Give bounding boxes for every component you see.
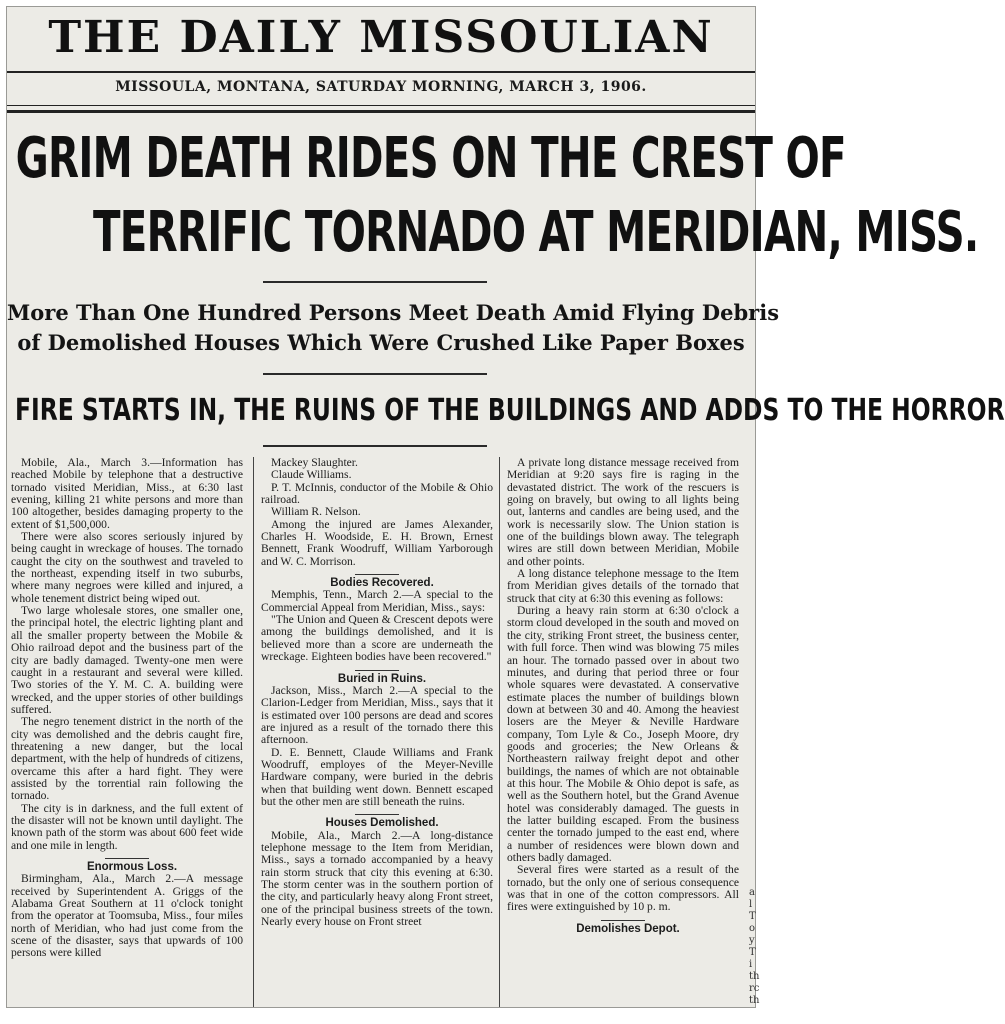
dateline: MISSOULA, MONTANA, SATURDAY MORNING, MARCH 3, 1906. [115, 79, 647, 95]
paragraph: "The Union and Queen & Crescent depots were among the buildings demolished, and it is believed more than a score are underneath the wreckage. Eighteen bodies have been recovered." [261, 613, 493, 664]
deck-divider [263, 373, 487, 375]
headline-line-1: GRIM DEATH RIDES ON THE CREST OF [15, 126, 846, 191]
paragraph: The negro tenement district in the north of the city was demolished and the debris caught fire, threatening a new danger, but the local department, with the help of hundreds of citizens, overcame this after a hard fight. They were assisted by the torrential rain following the tornado. [11, 715, 243, 803]
subhead-houses-demolished: Houses Demolished. [325, 817, 439, 830]
subhead-rule [105, 858, 149, 859]
paragraph: A long distance telephone message to the Item from Meridian gives details of the tornado that struck that city at 6:30 this evening as follows: [507, 567, 739, 605]
deck-line-2: of Demolished Houses Which Were Crushed Like Paper Boxes [17, 330, 745, 355]
deck-line-1: More Than One Hundred Persons Meet Death Amid Flying Debris [7, 300, 780, 325]
paragraph: A private long distance message received from Meridian at 9:20 says fire is raging in the devastated district. The work of the rescuers is going on bravely, but owing to all lights being out, lanterns and candles are being used, and the work is necessarily slow. The Union station is one of the buildings blown away. The telegraph wires are still down between Meridian, Mobile and other points. [507, 456, 739, 568]
paragraph: During a heavy rain storm at 6:30 o'clock a storm cloud developed in the south and moved on the city, striking Front street, the business center, with full force. Then wind was blowing 75 miles an hour. The tornado passed over in about two minutes, and during that period three or four whole squares were devastated. A conservative estimate places the number of buildings blown down at between 30 and 40. Among the heaviest losers are the Meyer & Neville Hardware company, Tom Lyle & Co., Joseph Moore, dry goods and groceries; the New Orleans & Northeastern railway freight depot and other buildings, the names of which are not obtainable at this hour. The Mobile & Ohio depot is safe, as well as the Southern hotel, but the Grand Avenue hotel was considerably damaged. The guests in the latter building escaped. From the business center the tornado jumped to the east end, where a number of residences were blown down and others badly damaged. [507, 604, 739, 864]
dateline-rule-bottom [7, 110, 755, 113]
subhead-buried-in-ruins: Buried in Ruins. [337, 672, 427, 685]
article-column-2 [261, 457, 493, 1005]
victim-name: Claude Williams. [271, 468, 352, 482]
masthead-rule [7, 71, 755, 73]
paragraph: Jackson, Miss., March 2.—A special to the Clarion-Ledger from Meridian, Miss., says that it is estimated over 100 persons are dead and scores are injured as a result of the tornado there this afternoon. [261, 683, 493, 747]
paragraph: Mobile, Ala., March 3.—Information has reached Mobile by telephone that a destructive tornado visited Meridian, Miss., at 6:30 last evening, killing 21 white persons and more than 100 altogether, besides damaging property to the extent of $1,500,000. [11, 456, 243, 531]
victim-name: P. T. McInnis, conductor of the Mobile & Ohio railroad. [261, 480, 493, 507]
subhead-rule [355, 670, 399, 671]
article-column-1 [11, 457, 243, 1005]
article-column-3 [507, 457, 739, 1005]
paragraph: Several fires were started as a result of the tornado, but the only one of serious consequence was that in one of the cotton compressors. All fires were extinguished by 10 p. m. [507, 863, 739, 914]
subhead-rule [601, 920, 645, 921]
newspaper-page [6, 6, 1005, 1008]
column-rule-2 [499, 457, 500, 1007]
paragraph: There were also scores seriously injured by being caught in wreckage of houses. The tornado caught the city on the southwest and traveled to the northeast, expending itself in two suburbs, where many negroes were killed and injured, a whole tenement district being wiped out. [11, 530, 243, 605]
paragraph: Two large wholesale stores, one smaller one, the principal hotel, the electric lighting plant and all the smaller property between the Mobile & Ohio railroad depot and the business part of the city are badly damaged. Twenty-one men were caught in a restaurant and several were killed. Two stories of the Y. M. C. A. building were wrecked, and the upper stories of other buildings suffered. [11, 604, 243, 716]
subhead-rule [355, 814, 399, 815]
victim-name: Mackey Slaughter. [271, 456, 358, 469]
paragraph: Among the injured are James Alexander, Charles H. Woodside, E. H. Brown, Ernest Bennett, Frank Woodruff, William Yarborough and W. C. Morrison. [261, 517, 493, 568]
fire-divider [263, 445, 487, 447]
dateline-rule-top [7, 105, 755, 106]
victim-name: William R. Nelson. [271, 505, 361, 519]
headline-divider [263, 281, 487, 283]
paragraph: Mobile, Ala., March 2.—A long-distance telephone message to the Item from Meridian, Miss., says a tornado accompanied by a heavy rain storm struck that city this evening at 6:30. The storm center was in the southern portion of the city, and particularly heavy along Front street, one of the principal business streets of the town. Nearly every house on Front street [261, 828, 493, 929]
paragraph: Birmingham, Ala., March 2.—A message received by Superintendent A. Griggs of the Alabama Great Southern at 11 o'clock tonight from the operator at Toomsuba, Miss., four miles north of Meridian, who had just come from the scene of the disaster, says that upwards of 100 persons were killed [11, 872, 243, 960]
column-rule-1 [253, 457, 254, 1007]
adjacent-column-fragment: a l T o y T i th rc th [749, 887, 760, 1006]
paragraph: Memphis, Tenn., March 2.—A special to the Commercial Appeal from Meridian, Miss., says: [261, 588, 493, 614]
paragraph: D. E. Bennett, Claude Williams and Frank Woodruff, employes of the Meyer-Neville Hardware company, were buried in the debris when that building went down. Bennett escaped but the other men are still beneath the ruins. [261, 745, 493, 808]
paragraph: The city is in darkness, and the full extent of the disaster will not be known until daylight. The known path of the storm was about 600 feet wide and one mile in length. [11, 801, 243, 852]
headline-line-2: TERRIFIC TORNADO AT MERIDIAN, MISS. [93, 200, 979, 265]
subhead-demolishes-depot: Demolishes Depot. [576, 922, 680, 935]
subhead-enormous-loss: Enormous Loss. [86, 861, 178, 873]
masthead: THE DAILY MISSOULIAN [48, 12, 714, 63]
subhead-bodies-recovered: Bodies Recovered. [330, 577, 434, 590]
subhead-rule [355, 574, 399, 575]
fire-headline: FIRE STARTS IN, THE RUINS OF THE BUILDINGS AND ADDS TO THE HORROR [15, 393, 1005, 428]
